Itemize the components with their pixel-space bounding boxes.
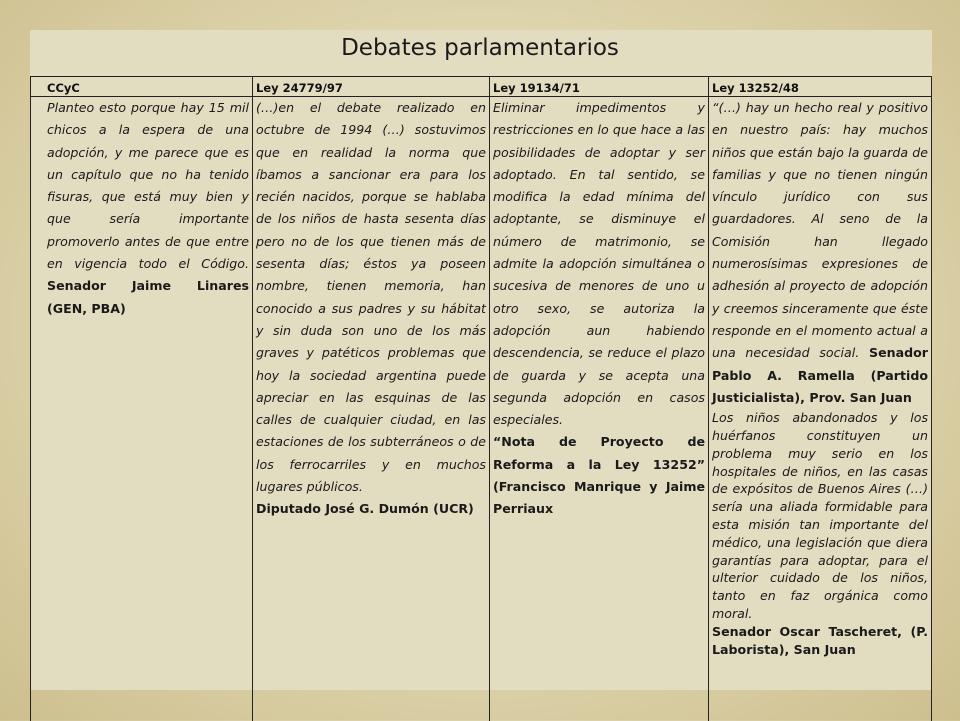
cell-ley-24779: [253, 97, 490, 721]
header-ccyc: CCyC: [30, 77, 253, 97]
ccyc-author: Senador Jaime Linares (GEN, PBA): [47, 278, 249, 316]
ley-13252-quote-2: Los niños abandonados y los huérfanos constituyen un problema muy serio en los hospitales de niños, en las casas de expósitos de Buenos Aires (…) sería una aliada formidable para esta misión tan importante del médico, una legislación que diera garantías para adoptar, para el ulterior cuidado de los niños, tanto en faz orgánica como moral.: [712, 410, 928, 621]
ley-13252-quote-1: “(…) hay un hecho real y positivo en nuestro país: hay muchos niños que están bajo la guarda de familias y que no tienen ningún vínculo jurídico con sus guardadores. Al seno de la Comisión han llegado numerosísimas expresiones de adhesión al proyecto de adopción y creemos sinceramente que éste responde en el momento actual a una necesidad social.: [712, 100, 928, 361]
cell-ccyc: [30, 97, 253, 721]
header-ley-19134: Ley 19134/71: [490, 77, 709, 97]
header-ley-13252: Ley 13252/48: [709, 77, 932, 97]
ley-13252-author-1: Senador Pablo A. Ramella (Partido Justicialista), Prov. San Juan: [712, 345, 928, 405]
ccyc-quote: Planteo esto porque hay 15 mil chicos a la espera de una adopción, y me parece que es un capítulo que no ha tenido fisuras, que está muy bien y que sería importante promoverlo antes de que entre en vigencia todo el Código.: [47, 100, 249, 272]
ley-24779-author: Diputado José G. Dumón (UCR): [256, 501, 474, 517]
ley-19134-quote: Eliminar impedimentos y restricciones en lo que hace a las posibilidades de adoptar y ser adoptado. En tal sentido, se modifica la edad mínima del adoptante, se disminuye el número de matrimonio, se admite la adopción simultánea o sucesiva de menores de uno u otro sexo, se autoriza la adopción aun habiendo descendencia, se reduce el plazo de guarda y se acepta una segunda adopción en casos especiales.: [493, 100, 705, 428]
ley-13252-author-2: Senador Oscar Tascheret, (P. Laborista), San Juan: [712, 623, 928, 657]
cell-ley-19134: [490, 97, 709, 721]
header-ley-24779: Ley 24779/97: [253, 77, 490, 97]
debates-table: [30, 76, 932, 721]
ley-24779-quote: (…)en el debate realizado en octubre de 1994 (…) sostuvimos que en realidad la norma que íbamos a sancionar era para los recién nacidos, porque se hablaba de los niños de hasta sesenta días pero no de los que tienen más de sesenta días; éstos ya poseen nombre, tienen memoria, han conocido a sus padres y su hábitat y sin duda son uno de los más graves y patéticos problemas que hoy la sociedad argentina puede apreciar en las esquinas de las calles de cualquier ciudad, en las estaciones de los subterráneos o de los ferrocarriles y en muchos lugares públicos.: [256, 100, 486, 495]
cell-ley-13252: [709, 97, 932, 721]
ley-19134-author: “Nota de Proyecto de Reforma a la Ley 13252” (Francisco Manrique y Jaime Perriaux: [493, 434, 705, 517]
slide-title: Debates parlamentarios: [341, 35, 619, 61]
